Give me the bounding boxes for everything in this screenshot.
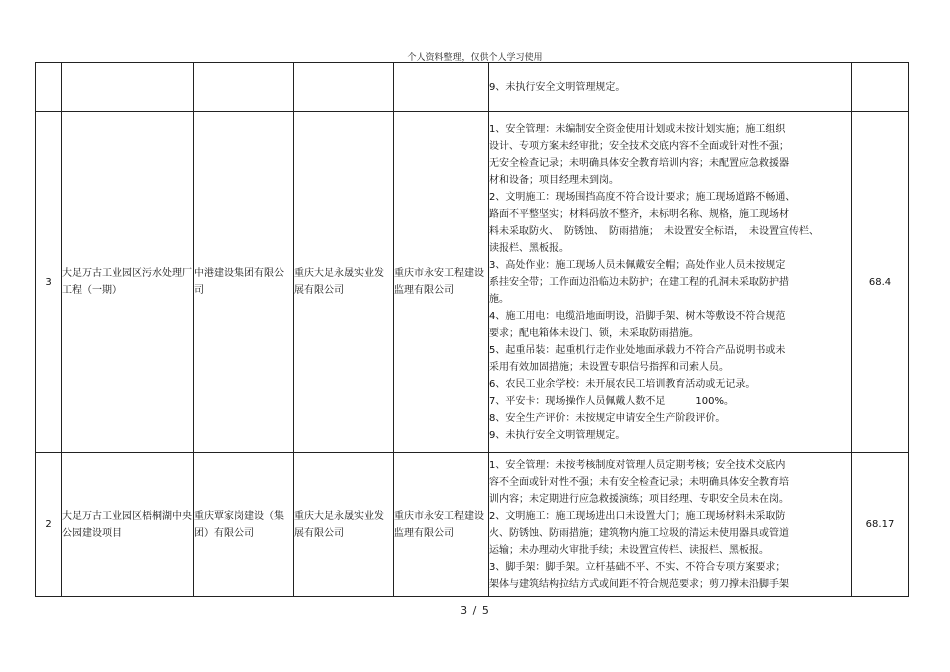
- issue-line: 系挂安全带；工作面边沿临边未防护；在建工程的孔洞未采取防护措: [489, 276, 789, 288]
- issue-line: 运输；未办理动火审批手续；未设置宣传栏、读报栏、黑板报。: [489, 544, 769, 556]
- issue-line: 读报栏、黑板报。: [489, 242, 569, 254]
- issue-line: 3、脚手架：脚手架。立杆基础不平、不实、不符合专项方案要求；: [489, 561, 786, 573]
- inspection-table: [35, 62, 909, 597]
- page-header-note: 个人资料整理，仅供个人学习使用: [407, 53, 543, 63]
- row-number: 3: [36, 112, 62, 453]
- issue-line: 训内容；未定期进行应急救援演练；项目经理、专职安全员未在岗。: [489, 493, 789, 505]
- issue-line: 2、文明施工：施工现场进出口未设置大门；施工现场材料未采取防: [489, 510, 786, 522]
- table-row: [36, 112, 909, 453]
- table-row: [36, 63, 909, 112]
- supervisor-name: [394, 63, 489, 112]
- issue-line: 5、起重吊装：起重机行走作业处地面承载力不符合产品说明书或未: [489, 344, 786, 356]
- issue-line: 9、未执行安全文明管理规定。: [489, 81, 626, 93]
- row-number: [36, 63, 62, 112]
- supervisor-name: 重庆市永安工程建设监理有限公司: [394, 112, 489, 453]
- table-row: [36, 453, 909, 597]
- score-value: 68.17: [852, 453, 909, 597]
- owner-name: 重庆大足永晟实业发展有限公司: [294, 453, 394, 597]
- owner-name: [294, 63, 394, 112]
- issue-line: 1、安全管理：未编制安全资金使用计划或未按计划实施；施工组织: [489, 123, 786, 135]
- issue-details: [489, 453, 852, 597]
- score-value: [852, 63, 909, 112]
- issue-line: 8、安全生产评价：未按规定申请安全生产阶段评价。: [489, 412, 726, 424]
- project-name: [62, 63, 194, 112]
- issue-line: 9、未执行安全文明管理规定。: [489, 429, 626, 441]
- issue-line: 1、安全管理：未按考核制度对管理人员定期考核；安全技术交底内: [489, 459, 786, 471]
- owner-name: 重庆大足永晟实业发展有限公司: [294, 112, 394, 453]
- issue-line: 设计、专项方案未经审批；安全技术交底内容不全面或针对性不强；: [489, 140, 789, 152]
- issue-line: 容不全面或针对性不强；未有安全检查记录；未明确具体安全教育培: [489, 476, 789, 488]
- issue-details: [489, 63, 852, 112]
- issue-line: 材和设备；项目经理未到岗。: [489, 174, 619, 186]
- issue-line: 要求；配电箱体未设门、锁，未采取防雨措施。: [489, 327, 699, 339]
- issue-line: 2、文明施工：现场围挡高度不符合设计要求；施工现场道路不畅通、: [489, 191, 796, 203]
- issue-line: 路面不平整坚实；材料码放不整齐，未标明名称、规格，施工现场材: [489, 208, 789, 220]
- issue-line: 料未采取防火、 防锈蚀、 防雨措施； 未设置安全标语， 未设置宣传栏、: [489, 225, 819, 237]
- issue-details: [489, 112, 852, 453]
- contractor-name: [194, 63, 294, 112]
- issue-line: 7、平安卡：现场操作人员佩戴人数不足 100%。: [489, 395, 734, 407]
- issue-line: 施。: [489, 293, 509, 305]
- issue-line: 6、农民工业余学校：未开展农民工培训教育活动或无记录。: [489, 378, 756, 390]
- issue-line: 火、防锈蚀、防雨措施；建筑物内施工垃圾的清运未使用器具或管道: [489, 527, 789, 539]
- supervisor-name: 重庆市永安工程建设监理有限公司: [394, 453, 489, 597]
- contractor-name: 重庆覃家岗建设（集团）有限公司: [194, 453, 294, 597]
- issue-line: 4、施工用电：电缆沿地面明设，沿脚手架、树木等敷设不符合规范: [489, 310, 786, 322]
- row-number: 2: [36, 453, 62, 597]
- project-name: 大足万古工业园区梧桐湖中央公园建设项目: [62, 453, 194, 597]
- contractor-name: 中港建设集团有限公司: [194, 112, 294, 453]
- issue-line: 3、高处作业：施工现场人员未佩戴安全帽；高处作业人员未按规定: [489, 259, 786, 271]
- issue-line: 架体与建筑结构拉结方式或间距不符合规范要求；剪刀撑未沿脚手架: [489, 578, 789, 590]
- project-name: 大足万古工业园区污水处理厂工程（一期）: [62, 112, 194, 453]
- page-number: 3 / 5: [460, 604, 490, 617]
- issue-line: 无安全检查记录；未明确具体安全教育培训内容；未配置应急救援器: [489, 157, 789, 169]
- score-value: 68.4: [852, 112, 909, 453]
- issue-line: 采用有效加固措施；未设置专职信号指挥和司索人员。: [489, 361, 729, 373]
